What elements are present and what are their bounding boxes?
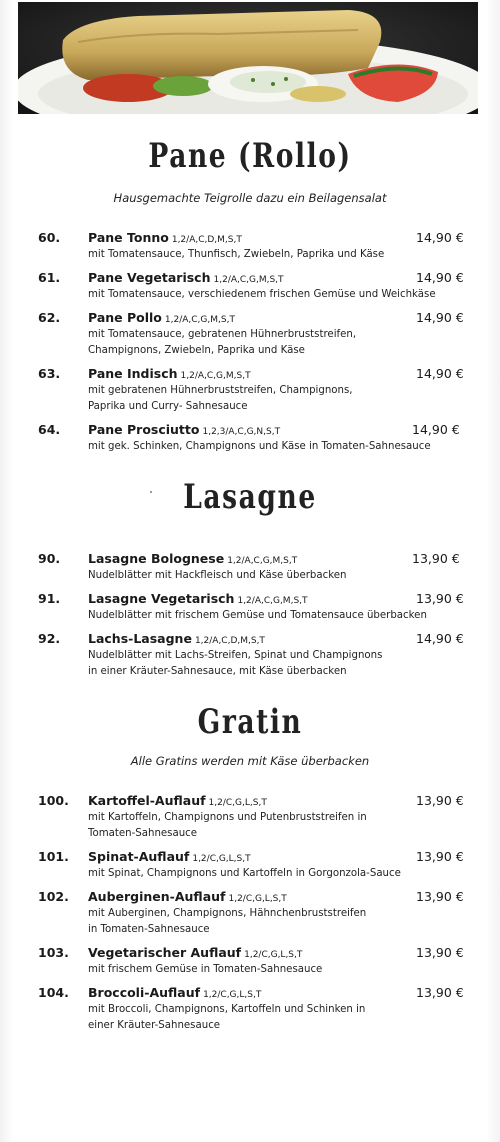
item-number: 64. bbox=[38, 422, 61, 437]
item-codes: 1,2/A,C,G,M,S,T bbox=[237, 596, 308, 606]
section-title-pane: Pane (Rollo) bbox=[148, 136, 352, 176]
item-codes: 1,2/A,C,D,M,S,T bbox=[171, 235, 242, 245]
item-name-line bbox=[88, 230, 242, 245]
item-price: 14,90 € bbox=[416, 230, 464, 245]
item-price: 13,90 € bbox=[416, 793, 464, 808]
item-number: 63. bbox=[38, 366, 61, 381]
item-codes: 1,2/C,G,L,S,T bbox=[203, 990, 262, 1000]
item-name: Kartoffel-Auflauf bbox=[88, 793, 206, 808]
item-number: 90. bbox=[38, 551, 61, 566]
item-number: 60. bbox=[38, 230, 61, 245]
food-photo bbox=[18, 2, 478, 114]
item-codes: 1,2/A,C,G,M,S,T bbox=[227, 556, 298, 566]
item-name: Broccoli-Auflauf bbox=[88, 985, 201, 1000]
item-description: Nudelblätter mit frischem Gemüse und Tomatensauce überbacken bbox=[88, 610, 427, 621]
item-number: 62. bbox=[38, 310, 61, 325]
section-subtitle-pane: Hausgemachte Teigrolle dazu ein Beilagensalat bbox=[113, 191, 387, 205]
item-description: Nudelblätter mit Hackfleisch und Käse überbacken bbox=[88, 570, 347, 581]
item-description: mit gebratenen Hühnerbruststreifen, Champignons, Paprika und Curry- Sahnesauce bbox=[88, 385, 353, 412]
item-name: Lachs-Lasagne bbox=[88, 631, 192, 646]
item-name: Lasagne Bolognese bbox=[88, 551, 225, 566]
item-codes: 1,2/A,C,G,M,S,T bbox=[164, 315, 235, 325]
item-codes: 1,2/A,C,G,M,S,T bbox=[180, 371, 251, 381]
item-name-line bbox=[88, 985, 261, 1000]
item-codes: 1,2/C,G,L,S,T bbox=[228, 894, 287, 904]
item-name: Lasagne Vegetarisch bbox=[88, 591, 235, 606]
item-price: 13,90 € bbox=[416, 591, 464, 606]
item-description: mit frischem Gemüse in Tomaten-Sahnesauce bbox=[88, 964, 323, 975]
item-name-line bbox=[88, 793, 267, 808]
item-description: mit Kartoffeln, Champignons und Putenbruststreifen in Tomaten-Sahnesauce bbox=[88, 812, 367, 839]
item-codes: 1,2/A,C,G,M,S,T bbox=[213, 275, 284, 285]
item-price: 14,90 € bbox=[416, 310, 464, 325]
item-number: 101. bbox=[38, 849, 69, 864]
item-name: Auberginen-Auflauf bbox=[88, 889, 226, 904]
item-name-line bbox=[88, 945, 302, 960]
item-price: 13,90 € bbox=[412, 551, 460, 566]
item-number: 103. bbox=[38, 945, 69, 960]
item-description: mit Auberginen, Champignons, Hähnchenbruststreifen in Tomaten-Sahnesauce bbox=[88, 908, 367, 935]
item-price: 14,90 € bbox=[412, 422, 460, 437]
item-name: Vegetarischer Auflauf bbox=[88, 945, 242, 960]
item-number: 102. bbox=[38, 889, 69, 904]
item-name: Pane Tonno bbox=[88, 230, 169, 245]
item-name-line bbox=[88, 366, 251, 381]
item-name: Pane Vegetarisch bbox=[88, 270, 211, 285]
item-description: mit Spinat, Champignons und Kartoffeln in Gorgonzola-Sauce bbox=[88, 868, 401, 879]
item-price: 13,90 € bbox=[416, 945, 464, 960]
item-name: Spinat-Auflauf bbox=[88, 849, 190, 864]
item-price: 13,90 € bbox=[416, 849, 464, 864]
item-name: Pane Indisch bbox=[88, 366, 178, 381]
item-price: 14,90 € bbox=[416, 270, 464, 285]
item-price: 13,90 € bbox=[416, 985, 464, 1000]
item-name-line bbox=[88, 591, 308, 606]
item-description: mit Tomatensauce, verschiedenem frischen Gemüse und Weichkäse bbox=[88, 289, 436, 300]
item-name-line bbox=[88, 551, 297, 566]
item-name: Pane Prosciutto bbox=[88, 422, 200, 437]
item-name-line bbox=[88, 422, 280, 437]
item-description: mit Tomatensauce, Thunfisch, Zwiebeln, Paprika und Käse bbox=[88, 249, 385, 260]
item-number: 104. bbox=[38, 985, 69, 1000]
item-codes: 1,2/A,C,D,M,S,T bbox=[194, 636, 265, 646]
item-name-line bbox=[88, 631, 265, 646]
item-codes: 1,2,3/A,C,G,N,S,T bbox=[202, 427, 281, 437]
section-title-gratin: Gratin bbox=[197, 702, 303, 742]
item-name-line bbox=[88, 889, 287, 904]
item-description: Nudelblätter mit Lachs-Streifen, Spinat und Champignons in einer Kräuter-Sahnesauce, mit Käse überbacken bbox=[88, 650, 383, 677]
item-price: 14,90 € bbox=[416, 631, 464, 646]
item-name-line bbox=[88, 270, 284, 285]
item-number: 91. bbox=[38, 591, 61, 606]
item-price: 13,90 € bbox=[416, 889, 464, 904]
item-codes: 1,2/C,G,L,S,T bbox=[208, 798, 267, 808]
item-description: mit Broccoli, Champignons, Kartoffeln und Schinken in einer Kräuter-Sahnesauce bbox=[88, 1004, 366, 1031]
item-codes: 1,2/C,G,L,S,T bbox=[192, 854, 251, 864]
item-codes: 1,2/C,G,L,S,T bbox=[244, 950, 303, 960]
item-number: 61. bbox=[38, 270, 61, 285]
item-description: mit Tomatensauce, gebratenen Hühnerbruststreifen, Champignons, Zwiebeln, Paprika und Käse bbox=[88, 329, 357, 356]
section-title-lasagne: Lasagne bbox=[183, 477, 317, 517]
item-number: 100. bbox=[38, 793, 69, 808]
item-name: Pane Pollo bbox=[88, 310, 162, 325]
item-number: 92. bbox=[38, 631, 61, 646]
item-name-line bbox=[88, 310, 235, 325]
item-name-line bbox=[88, 849, 251, 864]
item-price: 14,90 € bbox=[416, 366, 464, 381]
section-subtitle-gratin: Alle Gratins werden mit Käse überbacken bbox=[130, 754, 370, 768]
item-description: mit gek. Schinken, Champignons und Käse in Tomaten-Sahnesauce bbox=[88, 441, 431, 452]
